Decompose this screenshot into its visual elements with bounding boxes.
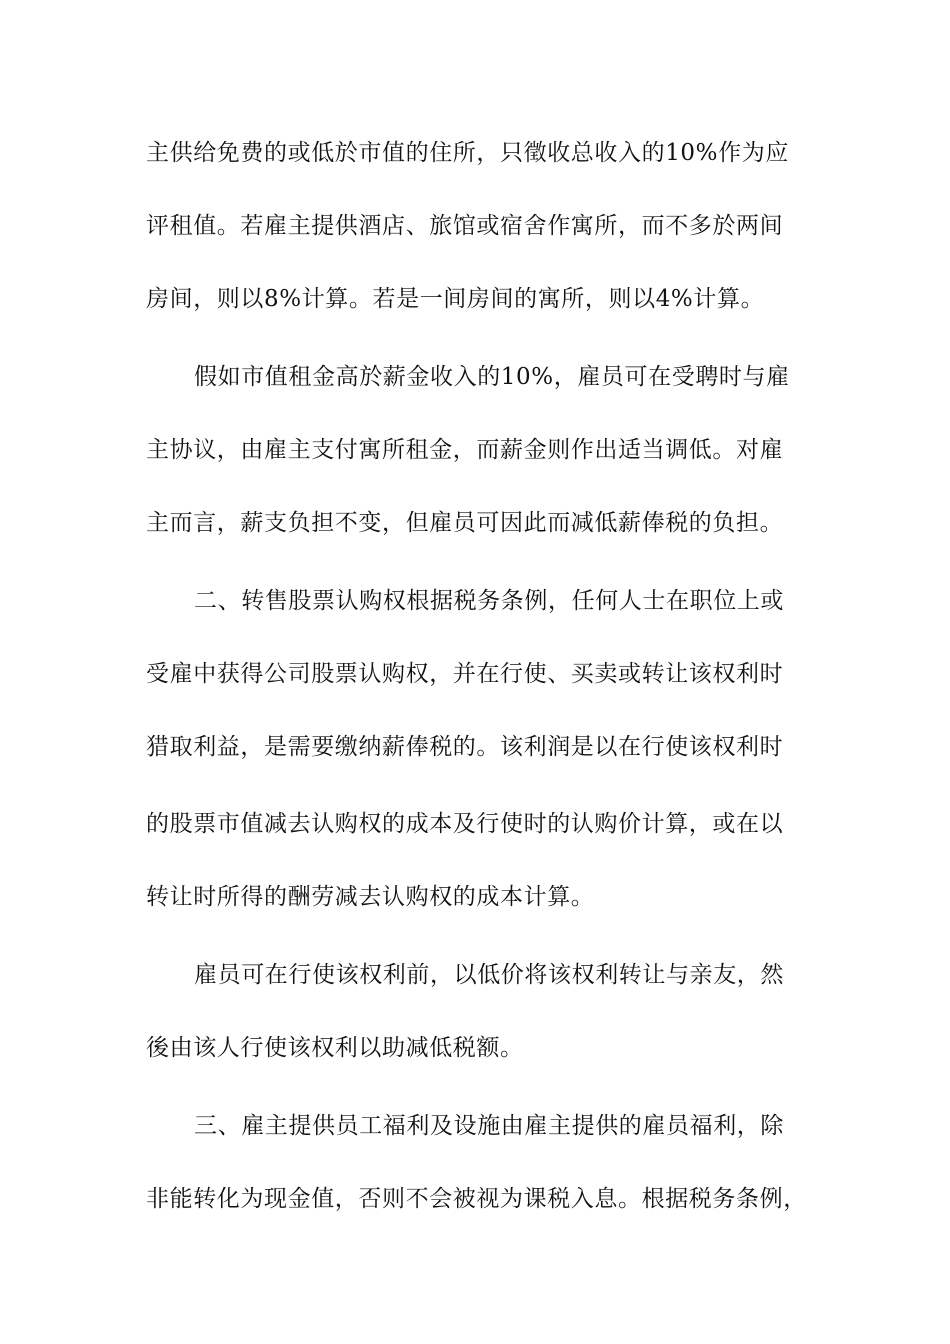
text-line-11: 转让时所得的酬劳减去认购权的成本计算。 bbox=[146, 884, 595, 910]
text-line-1: 主供给免费的或低於市值的住所，只徵收总收入的10%作为应 bbox=[146, 140, 789, 166]
text-line-15: 非能转化为现金值，否则不会被视为课税入息。根据税务条例， bbox=[146, 1186, 807, 1212]
text-line-8: 受雇中获得公司股票认购权，并在行使、买卖或转让该权利时 bbox=[146, 661, 784, 687]
text-line-10: 的股票市值减去认购权的成本及行使时的认购价计算，或在以 bbox=[146, 811, 784, 837]
text-line-6: 主而言，薪支负担不变，但雇员可因此而减低薪俸税的负担。 bbox=[146, 510, 784, 536]
section-heading-line-2: 二、转售股票认购权根据税务条例，任何人士在职位上或 bbox=[194, 588, 784, 614]
text-line-9: 猎取利益，是需要缴纳薪俸税的。该利润是以在行使该权利时 bbox=[146, 734, 784, 760]
text-line-13: 後由该人行使该权利以助减低税额。 bbox=[146, 1035, 524, 1061]
paragraph-start-line: 假如市值租金高於薪金收入的10%，雇员可在受聘时与雇 bbox=[194, 364, 790, 390]
section-heading-line-3: 三、雇主提供员工福利及设施由雇主提供的雇员福利，除 bbox=[194, 1113, 784, 1139]
paragraph-start-line: 雇员可在行使该权利前，以低价将该权利转让与亲友，然 bbox=[194, 962, 784, 988]
text-line-2: 评租值。若雇主提供酒店、旅馆或宿舍作寓所，而不多於两间 bbox=[146, 213, 784, 239]
text-line-5: 主协议，由雇主支付寓所租金，而薪金则作出适当调低。对雇 bbox=[146, 437, 784, 463]
text-line-3: 房间，则以8%计算。若是一间房间的寓所，则以4%计算。 bbox=[146, 286, 765, 312]
